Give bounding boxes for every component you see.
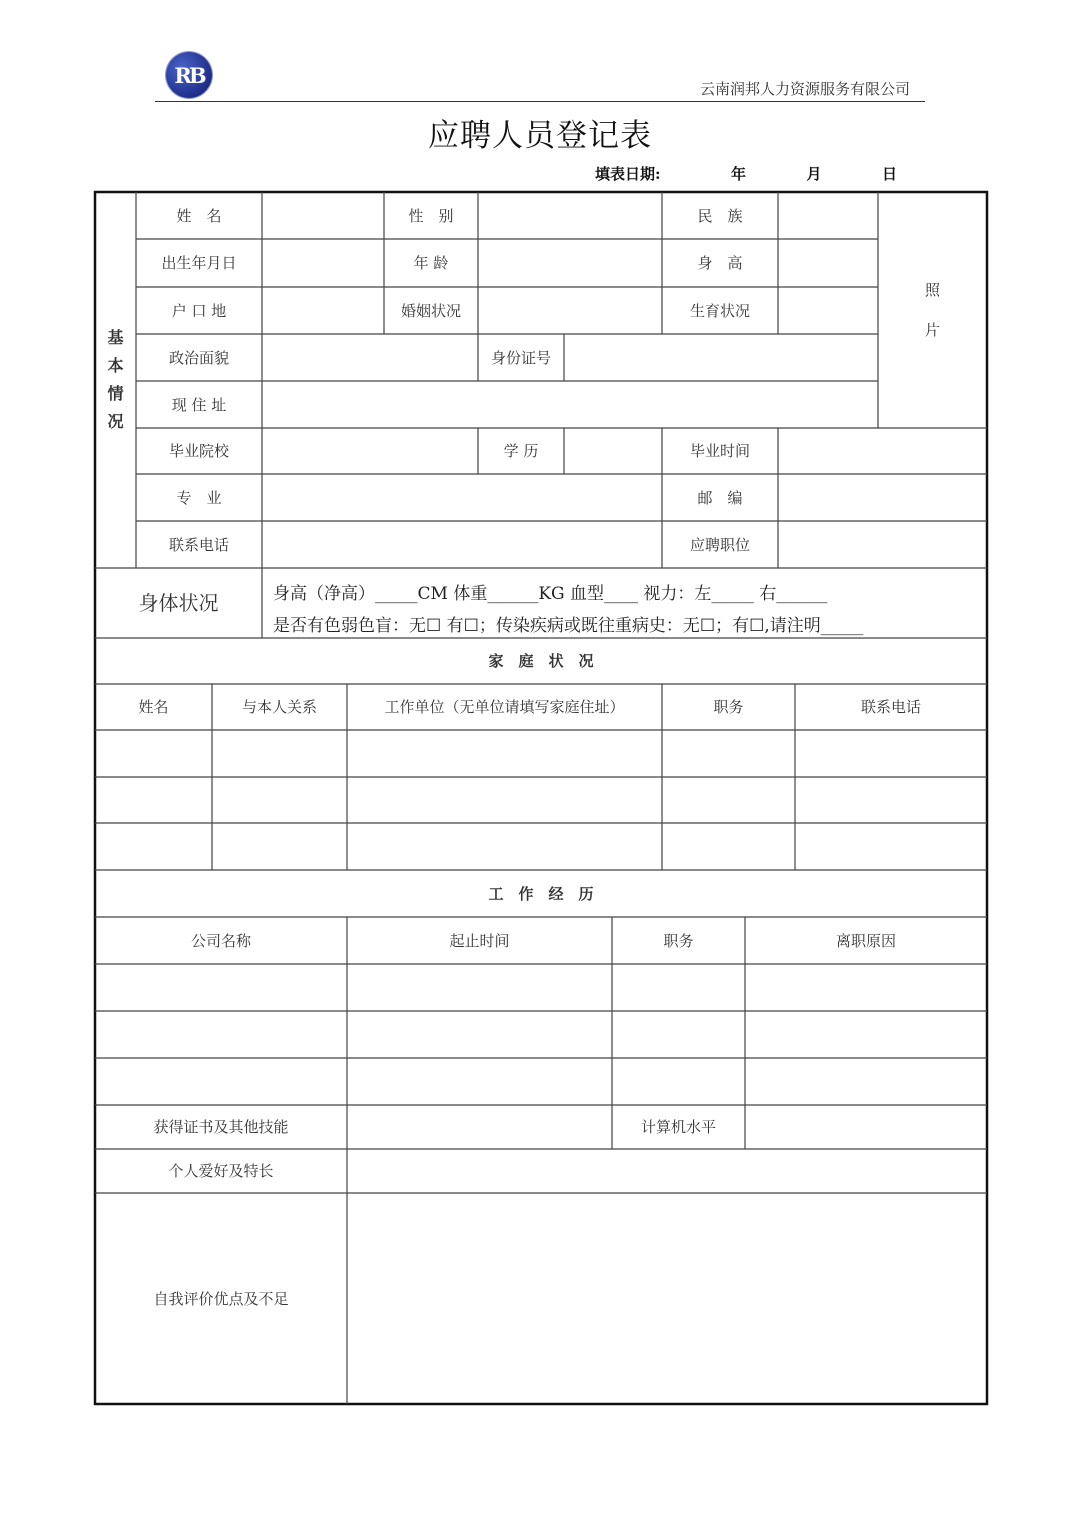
section-basic-char: 情 — [107, 384, 124, 403]
family-header-relation: 与本人关系 — [241, 698, 317, 716]
company-name: 云南润邦人力资源服务有限公司 — [699, 80, 910, 98]
photo-label-char: 照 — [924, 281, 940, 299]
label-marital: 婚姻状况 — [400, 301, 461, 320]
fill-date-month: 月 — [806, 165, 822, 183]
label-education: 学 历 — [503, 442, 539, 460]
family-header-name: 姓名 — [138, 698, 169, 716]
label-computer: 计算机水平 — [640, 1118, 716, 1136]
label-height: 身 高 — [697, 254, 743, 272]
section-basic-char: 况 — [107, 412, 124, 431]
physical-line-2[interactable]: 是否有色弱色盲：无☐ 有☐；传染疾病或既往重病史：无☐；有☐,请注明_____ — [273, 616, 864, 636]
family-row[interactable] — [95, 823, 987, 870]
field-phone[interactable] — [262, 521, 662, 568]
label-grad-time: 毕业时间 — [689, 442, 750, 460]
field-name[interactable] — [262, 192, 384, 239]
field-grad-time[interactable] — [778, 428, 987, 474]
label-self-eval: 自我评价优点及不足 — [153, 1289, 289, 1308]
label-id-number: 身份证号 — [490, 348, 551, 367]
field-certificates[interactable] — [347, 1105, 612, 1149]
field-marital[interactable] — [478, 287, 662, 334]
field-gender[interactable] — [478, 192, 662, 239]
field-political[interactable] — [262, 334, 478, 381]
field-position[interactable] — [778, 521, 987, 568]
label-gender: 性 别 — [408, 206, 454, 225]
field-education[interactable] — [564, 428, 662, 474]
work-row[interactable] — [95, 1011, 987, 1058]
field-self-eval[interactable] — [347, 1193, 987, 1404]
label-school: 毕业院校 — [168, 442, 229, 460]
photo-label-char: 片 — [924, 321, 940, 339]
label-major: 专 业 — [176, 488, 222, 507]
work-header-company: 公司名称 — [190, 931, 251, 950]
label-postcode: 邮 编 — [697, 488, 743, 507]
field-ethnicity[interactable] — [778, 192, 878, 239]
fill-date-label: 填表日期: — [595, 165, 661, 183]
field-hobbies[interactable] — [347, 1149, 987, 1193]
label-position: 应聘职位 — [689, 535, 750, 554]
family-row[interactable] — [95, 777, 987, 823]
label-hobbies: 个人爱好及特长 — [168, 1162, 274, 1180]
work-row[interactable] — [95, 1058, 987, 1105]
family-row[interactable] — [95, 730, 987, 777]
label-hukou: 户 口 地 — [171, 301, 227, 320]
label-age: 年 龄 — [413, 254, 449, 272]
field-address[interactable] — [262, 381, 878, 428]
field-height[interactable] — [778, 239, 878, 287]
company-logo: RB — [166, 52, 212, 98]
label-physical: 身体状况 — [138, 591, 219, 615]
fill-date-year: 年 — [731, 165, 747, 183]
family-header-title: 职务 — [713, 698, 744, 716]
form-title: 应聘人员登记表 — [428, 118, 652, 154]
field-computer[interactable] — [745, 1105, 987, 1149]
field-id-number[interactable] — [564, 334, 878, 381]
work-row[interactable] — [95, 964, 987, 1011]
field-fertility[interactable] — [778, 287, 878, 334]
fill-date-day: 日 — [881, 165, 897, 183]
field-postcode[interactable] — [778, 474, 987, 521]
label-ethnicity: 民 族 — [697, 206, 743, 225]
physical-line-1[interactable]: 身高（净高）_____CM 体重______KG 血型____ 视力：左_____ 右______ — [273, 584, 828, 604]
field-major[interactable] — [262, 474, 662, 521]
field-hukou[interactable] — [262, 287, 384, 334]
photo-box[interactable] — [878, 192, 987, 428]
label-name: 姓 名 — [176, 206, 222, 225]
field-age[interactable] — [478, 239, 662, 287]
label-birthdate: 出生年月日 — [161, 254, 237, 272]
work-header-title: 职务 — [663, 931, 694, 950]
label-phone: 联系电话 — [168, 535, 229, 554]
section-basic-char: 本 — [107, 356, 124, 375]
field-school[interactable] — [262, 428, 478, 474]
section-work: 工 作 经 历 — [488, 884, 594, 903]
label-certificates: 获得证书及其他技能 — [153, 1118, 289, 1136]
work-header-reason: 离职原因 — [835, 931, 896, 950]
family-header-workplace: 工作单位（无单位请填写家庭住址） — [384, 698, 625, 716]
field-birthdate[interactable] — [262, 239, 384, 287]
section-basic-char: 基 — [107, 328, 124, 347]
section-basic-info — [95, 192, 136, 568]
label-political: 政治面貌 — [168, 348, 229, 367]
family-header-phone: 联系电话 — [860, 698, 921, 716]
section-family: 家 庭 状 况 — [488, 652, 594, 670]
label-fertility: 生育状况 — [689, 301, 750, 320]
work-header-period: 起止时间 — [449, 931, 510, 950]
label-address: 现 住 址 — [171, 395, 227, 414]
